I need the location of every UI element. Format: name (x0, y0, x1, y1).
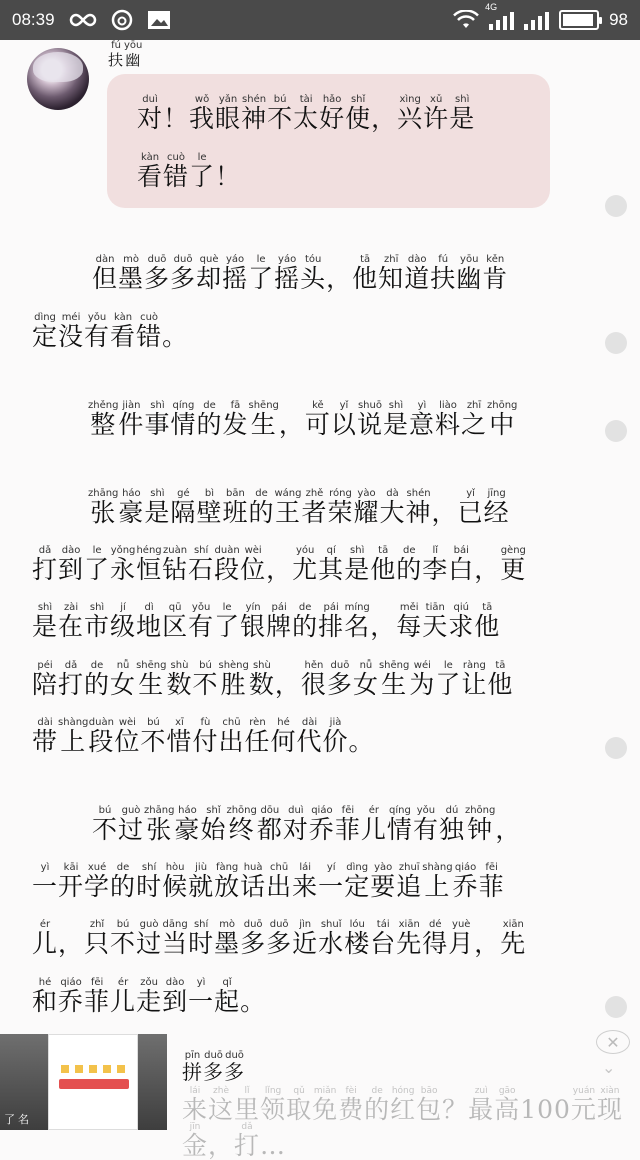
ruby-char: 最zuì (468, 1086, 495, 1124)
ruby-char: 不bú (192, 660, 219, 699)
comment-dot[interactable] (605, 737, 627, 759)
ruby-char: 定dìng (32, 312, 59, 351)
ruby-char: 张zhāng (144, 805, 175, 844)
ruby-char: 扶fú (108, 40, 125, 69)
ruby-char: 说shuō (356, 400, 383, 439)
ruby-char: ， (371, 104, 398, 133)
ruby-char: 。 (162, 322, 189, 351)
ruby-char: 台tái (370, 919, 397, 958)
ruby-char: 学xué (84, 862, 111, 901)
ruby-char: 女nǚ (352, 660, 379, 699)
ruby-char: 胜shèng (218, 660, 249, 699)
ruby-char: 大dà (379, 488, 406, 527)
ruby-char: 的de (196, 400, 223, 439)
text-line (32, 862, 505, 899)
ruby-char: 是shì (32, 602, 59, 641)
ruby-char: 很hěn (300, 660, 327, 699)
ruby-char: ， (274, 670, 301, 699)
ruby-char: 恒héng (136, 545, 163, 584)
ruby-char: 惜xī (166, 717, 193, 756)
ruby-char: 起qǐ (214, 977, 241, 1016)
ruby-char: 中zhōng (487, 400, 518, 439)
ruby-char: 区qū (162, 602, 189, 641)
ruby-char: 出chū (218, 717, 245, 756)
ruby-char: 儿ér (110, 977, 137, 1016)
ruby-char: 意yì (408, 400, 435, 439)
ruby-char: 要yào (370, 862, 397, 901)
ruby-char: 钟zhōng (464, 805, 496, 844)
status-bar (0, 0, 640, 40)
ruby-char: 乔qiáo (308, 805, 335, 844)
ruby-char: 已yǐ (457, 488, 484, 527)
ruby-char: 班bān (222, 488, 249, 527)
ruby-char: 天tiān (422, 602, 449, 641)
ruby-char: 近jìn (292, 919, 319, 958)
ruby-char: ， (474, 555, 501, 584)
ruby-char: 太tài (293, 94, 320, 133)
ruby-char: 数shù (248, 660, 275, 699)
ruby-char: 一yí (318, 862, 345, 901)
ruby-char: 牌pái (266, 602, 293, 641)
ruby-char: 在zài (58, 602, 85, 641)
ruby-char: 里lǐ (234, 1086, 261, 1124)
ruby-char: ， (58, 929, 85, 958)
ruby-char: 他tā (370, 545, 397, 584)
reader-content[interactable] (0, 40, 640, 1030)
bubble-line (137, 152, 241, 189)
text-line (32, 545, 526, 582)
ruby-char: ？ (442, 1095, 469, 1124)
ruby-char: 耀yào (353, 488, 380, 527)
ruby-char: 到dào (162, 977, 189, 1016)
ruby-char: 看kàn (110, 312, 137, 351)
wifi-icon (453, 10, 479, 30)
ruby-char: 数shù (166, 660, 193, 699)
ruby-char: 扶fú (430, 254, 457, 293)
ruby-char: 时shí (188, 919, 215, 958)
ruby-char: 神shén (241, 94, 268, 133)
ruby-char: 对duì (137, 94, 164, 133)
ruby-char: 女nǚ (110, 660, 137, 699)
ruby-char: 级jí (110, 602, 137, 641)
ruby-char: 荣róng (327, 488, 354, 527)
ruby-char: 得dé (422, 919, 449, 958)
ruby-char: 的de (84, 660, 111, 699)
ruby-char: 多duō (170, 254, 197, 293)
ruby-char: 付fù (192, 717, 219, 756)
ruby-char: 的de (396, 545, 423, 584)
text-line (92, 254, 508, 291)
ruby-char: 到dào (58, 545, 85, 584)
ruby-char: 多duō (203, 1050, 224, 1084)
ruby-char: 任rèn (244, 717, 271, 756)
image-notification-icon (147, 10, 171, 30)
ruby-char: 价jià (322, 717, 349, 756)
ruby-char: 终zhōng (226, 805, 257, 844)
ruby-char: 是shì (144, 488, 171, 527)
ruby-char: 段duàn (214, 545, 241, 584)
ruby-char: 的de (110, 862, 137, 901)
ruby-char: 代dài (296, 717, 323, 756)
ruby-char: 生shēng (136, 660, 167, 699)
ad-description[interactable] (182, 1086, 640, 1158)
ruby-char: 当dāng (162, 919, 189, 958)
ruby-char: 先xiān (500, 919, 527, 958)
ruby-char: ， (431, 498, 458, 527)
ruby-char: ， (326, 264, 353, 293)
ruby-char: 儿ér (360, 805, 387, 844)
ruby-char: 多duō (326, 660, 353, 699)
ruby-char: 肯kěn (482, 254, 509, 293)
ruby-char: ！ (163, 104, 190, 133)
ruby-char: 不bú (267, 94, 294, 133)
ruby-char: 多duō (240, 919, 267, 958)
ruby-char: 有yǒu (84, 312, 111, 351)
ruby-char: 何hé (270, 717, 297, 756)
ruby-char: 壁bì (196, 488, 223, 527)
ruby-char: 为wéi (409, 660, 436, 699)
ruby-char: 红hóng (390, 1086, 417, 1124)
ruby-char: ！ (215, 162, 242, 191)
close-icon: ✕ (606, 1032, 620, 1052)
ruby-char: 有yǒu (412, 805, 439, 844)
ruby-char: 时shí (136, 862, 163, 901)
ruby-char: 的de (364, 1086, 391, 1124)
ruby-char: 每měi (396, 602, 423, 641)
ruby-char: 菲fēi (478, 862, 505, 901)
ruby-char: 独dú (438, 805, 465, 844)
network-type-label: 4G (485, 2, 498, 12)
ruby-char: 墨mò (214, 919, 241, 958)
ruby-char: 楼lóu (344, 919, 371, 958)
ruby-char: 出chū (266, 862, 293, 901)
ruby-char: 这zhè (208, 1086, 235, 1124)
ruby-char: 了le (248, 254, 275, 293)
ruby-char: 件jiàn (118, 400, 145, 439)
ruby-char: 水shuǐ (318, 919, 345, 958)
ruby-char: 排pái (318, 602, 345, 641)
ruby-char: 带dài (32, 717, 59, 756)
ruby-char: 钻zuàn (162, 545, 189, 584)
ruby-char: 没méi (58, 312, 85, 351)
ruby-char: 打dǎ (234, 1122, 261, 1160)
ruby-char: 生shēng (378, 660, 410, 699)
ruby-char: 头tóu (300, 254, 327, 293)
ruby-char: 定dìng (344, 862, 371, 901)
ruby-char: 永yǒng (110, 545, 137, 584)
battery-level: 98 (609, 10, 628, 29)
comment-dot[interactable] (605, 420, 627, 442)
ad-banner[interactable] (0, 1030, 640, 1160)
ruby-char: 事shì (144, 400, 171, 439)
ruby-char: 了le (189, 152, 216, 191)
ruby-char: 免miǎn (312, 1086, 339, 1124)
ad-title[interactable] (182, 1050, 245, 1082)
ruby-char: 豪háo (174, 805, 201, 844)
ruby-char: 他tā (487, 660, 514, 699)
text-line (88, 488, 510, 525)
ruby-char: 金jīn (182, 1122, 209, 1160)
ruby-char: 是shì (449, 94, 476, 133)
ruby-char: 好hǎo (319, 94, 346, 133)
comment-dot[interactable] (605, 195, 627, 217)
ruby-char: 候hòu (162, 862, 189, 901)
ruby-char: 上shàng (58, 717, 89, 756)
ruby-char: 地dì (136, 602, 163, 641)
ruby-char: 多duō (224, 1050, 245, 1084)
infinity-icon (69, 12, 97, 28)
text-line (88, 400, 517, 437)
ruby-char: 神shén (405, 488, 432, 527)
ruby-char: 其qí (318, 545, 345, 584)
ruby-char: 段duàn (88, 717, 115, 756)
ruby-char: 张zhāng (88, 488, 119, 527)
ruby-char: 他tā (474, 602, 501, 641)
text-line (92, 805, 521, 842)
ruby-char: 月yuè (448, 919, 475, 958)
clock: 08:39 (12, 10, 55, 29)
ruby-char: 100 (520, 1095, 571, 1124)
ruby-char: 取qǔ (286, 1086, 313, 1124)
avatar[interactable] (27, 48, 89, 110)
ruby-char: 银yín (240, 602, 267, 641)
ruby-char: 道dào (404, 254, 431, 293)
ruby-char: 只zhǐ (84, 919, 111, 958)
ruby-char: 却què (196, 254, 223, 293)
text-line (32, 312, 188, 349)
ruby-char: ， (266, 555, 293, 584)
ruby-char: 领lǐng (260, 1086, 287, 1124)
ruby-char: 石shí (188, 545, 215, 584)
ruby-char: 生shēng (248, 400, 279, 439)
ruby-char: 陪péi (32, 660, 59, 699)
ruby-char: 让ràng (461, 660, 488, 699)
ruby-char: 料liào (434, 400, 461, 439)
ruby-char: 不bú (140, 717, 167, 756)
ruby-char: 菲fēi (84, 977, 111, 1016)
ruby-char: 是shì (382, 400, 409, 439)
signal-strength-icon-2 (524, 10, 549, 30)
ruby-char: 话huà (240, 862, 267, 901)
ruby-char: 更gèng (500, 545, 527, 584)
ruby-char: 追zhuī (396, 862, 423, 901)
speaker-name (108, 40, 142, 68)
ruby-char: 现xiàn (596, 1086, 623, 1124)
close-ad-button[interactable] (596, 1030, 630, 1054)
ruby-char: 来lái (292, 862, 319, 901)
ruby-char: 上shàng (422, 862, 453, 901)
ad-thumbnail[interactable] (0, 1034, 167, 1130)
ruby-char: 放fàng (214, 862, 241, 901)
ruby-char: 错cuò (163, 152, 190, 191)
ruby-char: 错cuò (136, 312, 163, 351)
text-line (32, 919, 526, 956)
ruby-char: 的de (292, 602, 319, 641)
ruby-char: 市shì (84, 602, 111, 641)
ruby-char: 豪háo (118, 488, 145, 527)
ruby-char: 过guò (118, 805, 145, 844)
ruby-char: 先xiān (396, 919, 423, 958)
battery-icon (559, 10, 599, 30)
ruby-char: 费fèi (338, 1086, 365, 1124)
text-line (32, 602, 500, 639)
ruby-char: 王wáng (274, 488, 302, 527)
ruby-char: 开kāi (58, 862, 85, 901)
ruby-char: 李lǐ (422, 545, 449, 584)
ruby-char: 幽yōu (124, 40, 143, 69)
ruby-char: 。 (240, 987, 267, 1016)
ruby-char: 尤yóu (292, 545, 319, 584)
ruby-char: 可kě (304, 400, 331, 439)
ruby-char: 了le (84, 545, 111, 584)
ruby-char: 打dǎ (58, 660, 85, 699)
ruby-char: 情qíng (170, 400, 197, 439)
ruby-char: 者zhě (301, 488, 328, 527)
ruby-char: 和hé (32, 977, 59, 1016)
ruby-char: 知zhī (378, 254, 405, 293)
ruby-char: 始shǐ (200, 805, 227, 844)
ruby-char: 摇yáo (222, 254, 249, 293)
ruby-char: 之zhī (461, 400, 488, 439)
ruby-char: … (260, 1131, 287, 1160)
ruby-char: ， (474, 929, 501, 958)
comment-dot[interactable] (605, 332, 627, 354)
ruby-char: 以yǐ (330, 400, 357, 439)
ruby-char: 都dōu (256, 805, 283, 844)
ruby-char: 一yì (32, 862, 59, 901)
ruby-char: 打dǎ (32, 545, 59, 584)
ruby-char: 许xǔ (423, 94, 450, 133)
ruby-char: 但dàn (92, 254, 119, 293)
ruby-char: 整zhěng (88, 400, 119, 439)
ruby-char: 了le (214, 602, 241, 641)
ruby-char: 过guò (136, 919, 163, 958)
ruby-char: 不bú (110, 919, 137, 958)
text-line (32, 977, 266, 1014)
signal-strength-icon (489, 10, 514, 30)
ruby-char: 元yuán (570, 1086, 597, 1124)
ruby-char: 包bāo (416, 1086, 443, 1124)
ruby-char: 。 (348, 727, 375, 756)
ruby-char: 发fā (222, 400, 249, 439)
ruby-char: 位wèi (114, 717, 141, 756)
ruby-char: 隔gé (170, 488, 197, 527)
ruby-char: 兴xìng (397, 94, 424, 133)
ruby-char: 乔qiáo (452, 862, 479, 901)
ruby-char: 不bú (92, 805, 119, 844)
ruby-char: 眼yǎn (215, 94, 242, 133)
dialogue-bubble (107, 74, 550, 208)
ruby-char: 走zǒu (136, 977, 163, 1016)
ruby-char: 儿ér (32, 919, 59, 958)
ruby-char: ， (208, 1131, 235, 1160)
ruby-char: 多duō (266, 919, 293, 958)
ruby-char: 求qiú (448, 602, 475, 641)
ruby-char: 的de (248, 488, 275, 527)
ruby-char: 有yǒu (188, 602, 215, 641)
ruby-char: 一yì (188, 977, 215, 1016)
ruby-char: ， (370, 612, 397, 641)
ruby-char: 经jīng (483, 488, 510, 527)
ruby-char: 名míng (344, 602, 371, 641)
ruby-char: 幽yōu (456, 254, 483, 293)
ruby-char: 了le (435, 660, 462, 699)
ruby-char: 白bái (448, 545, 475, 584)
chevron-down-icon[interactable]: ⌄ (602, 1058, 616, 1077)
ruby-char: 多duō (144, 254, 171, 293)
ruby-char: 对duì (282, 805, 309, 844)
ruby-char: 高gāo (494, 1086, 521, 1124)
ruby-char: 使shǐ (345, 94, 372, 133)
ruby-char: 菲fēi (334, 805, 361, 844)
ad-image-label: 了 名 (4, 1114, 30, 1126)
ruby-char: 摇yáo (274, 254, 301, 293)
ruby-char: 我wǒ (189, 94, 216, 133)
ruby-char: 位wèi (240, 545, 267, 584)
ruby-char: ， (495, 815, 522, 844)
ruby-char: ， (278, 410, 305, 439)
ruby-char: 就jiù (188, 862, 215, 901)
ruby-char: 拼pīn (182, 1050, 203, 1084)
text-line (32, 660, 513, 697)
ruby-char: 他tā (352, 254, 379, 293)
ruby-char: 情qíng (386, 805, 413, 844)
ruby-char: 来lái (182, 1086, 209, 1124)
bubble-line (137, 94, 475, 131)
ruby-char: 墨mò (118, 254, 145, 293)
ruby-char: 看kàn (137, 152, 164, 191)
text-line (32, 717, 375, 754)
ruby-char: 是shì (344, 545, 371, 584)
comment-dot[interactable] (605, 996, 627, 1018)
netease-music-icon (111, 9, 133, 31)
ruby-char: 乔qiáo (58, 977, 85, 1016)
